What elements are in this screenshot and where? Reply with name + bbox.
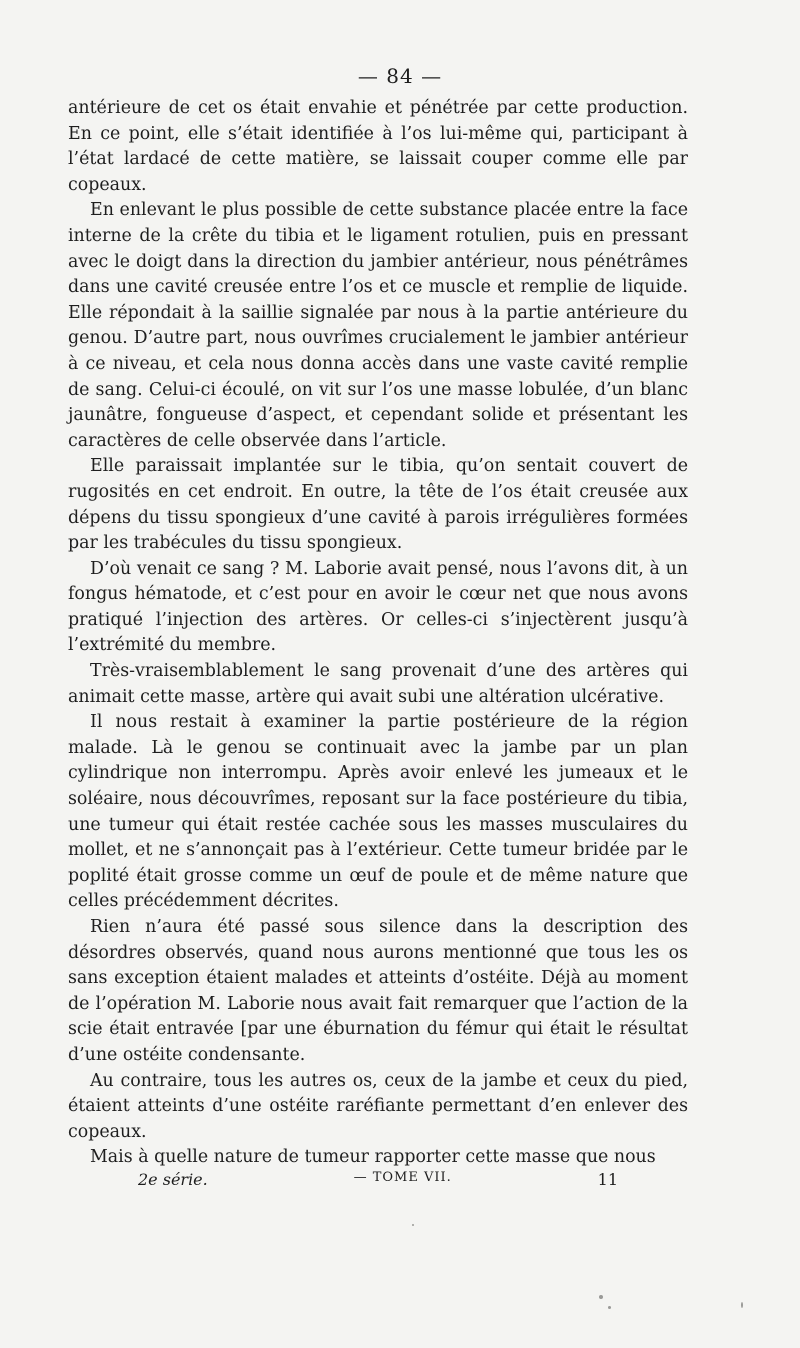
- paragraph-2: En enlevant le plus possible de cette substance placée entre la face interne de la crête du tibia et le ligament rotulien, puis en pressant avec le doigt dans la direction du jambier antérieur, nous pénétrâmes dans une cavité creusée entre l’os et ce muscle et remplie de liquide. Elle répondait à la saillie signalée par nous à la partie antérieure du genou. D’autre part, nous ouvrîmes crucialement le jambier antérieur à ce niveau, et cela nous donna accès dans une vaste cavité remplie de sang. Celui-ci écoulé, on vit sur l’os une masse lobulée, d’un blanc jaunâtre, fongueuse d’aspect, et cependant solide et présentant les caractères de celle observée dans l’article.: [68, 200, 688, 451]
- paragraph-3: Elle paraissait implantée sur le tibia, qu’on sentait couvert de rugosités en cet endroit. En outre, la tête de l’os était creusée aux dépens du tissu spongieux d’une cavité à parois irrégulières formées par les trabécules du tissu spongieux.: [68, 456, 688, 554]
- paragraph-7: Rien n’aura été passé sous silence dans la description des désordres observés, quand nous aurons mentionné que tous les os sans exception étaient malades et atteints d’ostéite. Déjà au moment de l’opération M. Laborie nous avait fait remarquer que l’action de la scie était entravée [par une éburnation du fémur qui était le résultat d’une ostéite condensante.: [68, 917, 688, 1065]
- body-text: [68, 96, 688, 1171]
- paragraph-5: Très-vraisemblablement le sang provenait d’une des artères qui animait cette masse, artère qui avait subi une altération ulcérative.: [68, 661, 688, 707]
- footer-signature: 11: [597, 1170, 618, 1189]
- paper-speck: [599, 1295, 603, 1299]
- paragraph-9: Mais à quelle nature de tumeur rapporter cette masse que nous: [90, 1147, 656, 1168]
- paper-speck: [608, 1306, 611, 1309]
- page-footer: [138, 1170, 618, 1189]
- paper-speck: [412, 1224, 414, 1226]
- paragraph-4: D’où venait ce sang ? M. Laborie avait pensé, nous l’avons dit, à un fongus hématode, et c’est pour en avoir le cœur net que nous avons pratiqué l’injection des artères. Or celles-ci s’injectèrent jusqu’à l’extrémité du membre.: [68, 558, 688, 656]
- paragraph-8: Au contraire, tous les autres os, ceux de la jambe et ceux du pied, étaient atteints d’une ostéite raréfiante permettant d’en enlever des copeaux.: [68, 1070, 688, 1142]
- paragraph-6: Il nous restait à examiner la partie postérieure de la région malade. Là le genou se continuait avec la jambe par un plan cylindrique non interrompu. Après avoir enlevé les jumeaux et le soléaire, nous découvrîmes, reposant sur la face postérieure du tibia, une tumeur qui était restée cachée sous les masses musculaires du mollet, et ne s’annonçait pas à l’extérieur. Cette tumeur bridée par le poplité était grosse comme un œuf de poule et de même nature que celles précédemment décrites.: [68, 712, 688, 912]
- page-number: — 84 —: [357, 64, 443, 88]
- footer-series: 2e série.: [138, 1170, 208, 1189]
- footer-tome: — TOME VII.: [353, 1170, 452, 1185]
- paper-speck: [741, 1302, 743, 1308]
- paragraph-1: antérieure de cet os était envahie et pénétrée par cette production. En ce point, elle s’était identifiée à l’os lui-même qui, participant à l’état lardacé de cette matière, se laissait couper comme elle par copeaux.: [68, 98, 688, 195]
